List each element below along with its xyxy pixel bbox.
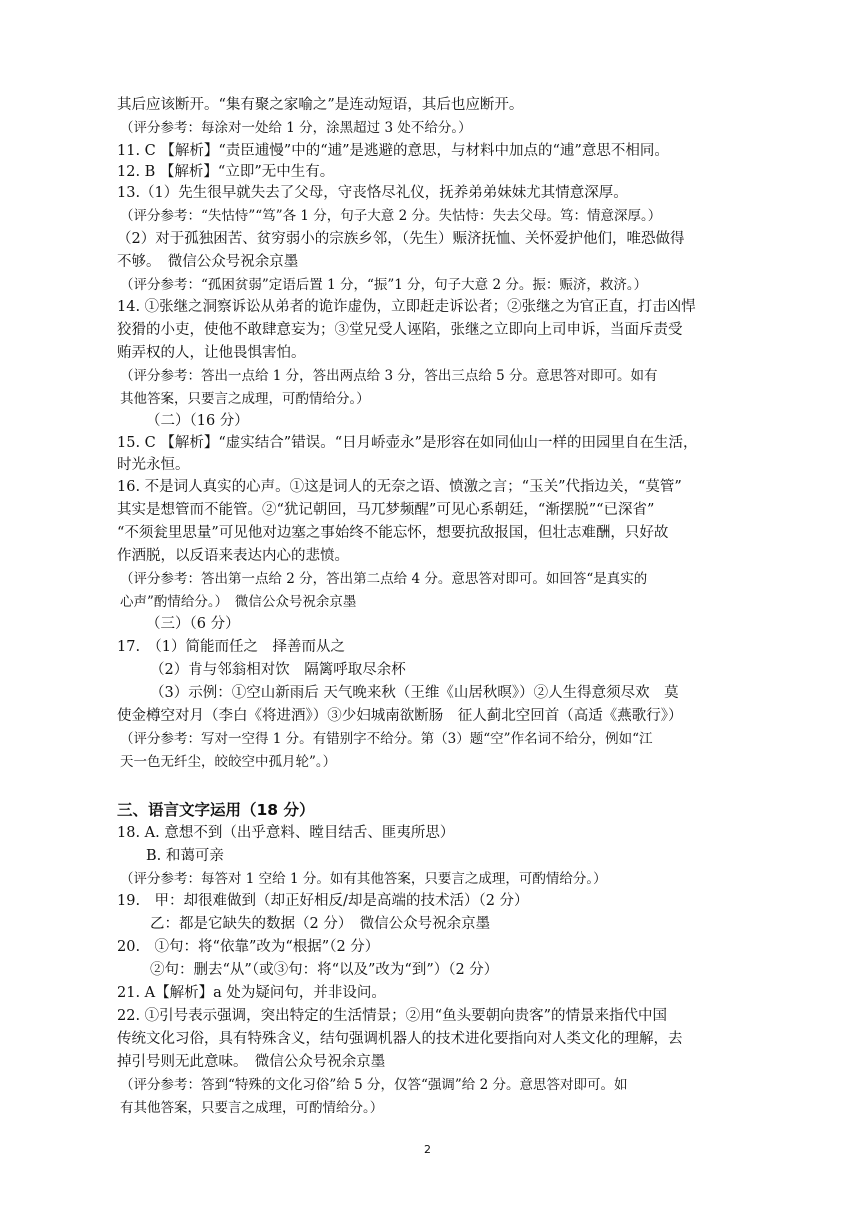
text-line: 乙：都是它缺失的数据（2 分） 微信公众号祝余京墨 <box>150 916 491 932</box>
scoring-note-line: 心声”酌情给分。） 微信公众号祝余京墨 <box>120 594 357 610</box>
text-line: 其实是想管而不能管。②“犹记朝回，马兀梦频醒”可见心系朝廷，“渐摆脱”“已深省” <box>117 502 655 518</box>
text-line: 13.（1）先生很早就失去了父母，守丧恪尽礼仪，抚养弟弟妹妹尤其情意深厚。 <box>117 185 628 201</box>
text-line: 贿弄权的人，让他畏惧害怕。 <box>117 345 306 361</box>
text-line: 11. C 【解析】“责臣逋慢”中的“逋”是逃避的意思，与材料中加点的“逋”意思不相同。 <box>117 143 669 159</box>
text-line: （2）肯与邻翁相对饮 隔篱呼取尽余杯 <box>150 662 406 678</box>
text-line: 狡猾的小吏，使他不敢肆意妄为；③堂兄受人诬陷，张继之立即向上司申诉，当面斥责受 <box>117 322 683 338</box>
scoring-note-line: 其他答案，只要言之成理，可酌情给分。） <box>120 391 370 407</box>
page-number: 2 <box>424 1143 431 1156</box>
text-line: 15. C 【解析】“虚实结合”错误。“日月峤壶永”是形容在如同仙山一样的田园里自在生活， <box>117 435 698 451</box>
scoring-note-line: 天一色无纤尘，皎皎空中孤月轮”。） <box>120 754 337 770</box>
text-line: 14. ①张继之洞察诉讼从弟者的诡诈虚伪，立即赶走诉讼者；②张继之为官正直，打击凶悍 <box>117 299 696 315</box>
text-line: 作洒脱，以反语来表达内心的悲愤。 <box>117 548 349 564</box>
text-line: 17. （1）简能而任之 择善而从之 <box>117 639 346 655</box>
text-line: ②句：删去“从”（或③句：将“以及”改为“到”）（2 分） <box>150 962 499 978</box>
scoring-note-line: （评分参考：答出第一点给 2 分，答出第二点给 4 分。意思答对即可。如回答“是真实的 <box>120 571 648 587</box>
text-line: 16. 不是词人真实的心声。①这是词人的无奈之语、愤激之言；“玉关”代指边关，“莫管” <box>117 479 682 495</box>
text-line: 20. ①句：将“依靠”改为“根据”（2 分） <box>117 939 380 955</box>
scoring-note-line: （评分参考：写对一空得 1 分。有错别字不给分。第（3）题“空”作名词不给分，例如“江 <box>120 731 653 747</box>
scoring-note-line: 有其他答案，只要言之成理，可酌情给分。） <box>120 1100 384 1116</box>
text-line: B. 和蔼可亲 <box>146 848 224 864</box>
scoring-note-line: （评分参考：“失怙恃”“笃”各 1 分，句子大意 2 分。失怙恃：失去父母。笃：情意深厚。） <box>120 208 662 224</box>
text-line: （二）（16 分） <box>146 413 249 429</box>
text-line: 掉引号则无此意味。 微信公众号祝余京墨 <box>117 1054 386 1070</box>
scoring-note-line: （评分参考：每涂对一处给 1 分，涂黑超过 3 处不给分。） <box>120 120 472 136</box>
text-line: 19. 甲：却很难做到（却正好相反/却是高端的技术活）（2 分） <box>117 893 529 909</box>
scoring-note-line: （评分参考：答出一点给 1 分，答出两点给 3 分，答出三点给 5 分。意思答对即可。如有 <box>120 368 658 384</box>
section-heading: 三、语言文字运用（18 分） <box>117 801 315 819</box>
scoring-note-line: （评分参考：答到“特殊的文化习俗”给 5 分，仅答“强调”给 2 分。意思答对即可。如 <box>120 1077 628 1093</box>
text-line: 时光永恒。 <box>117 457 190 473</box>
text-line: “不须瓮里思量”可见他对边塞之事始终不能忘怀，想要抗敌报国，但壮志难酬，只好故 <box>117 525 669 541</box>
text-line: 12. B 【解析】“立即”无中生有。 <box>117 164 335 180</box>
scoring-note-line: （评分参考：“孤困贫弱”定语后置 1 分，“振”1 分，句子大意 2 分。振：赈济，救济。） <box>120 277 648 293</box>
text-line: 不够。 微信公众号祝余京墨 <box>117 254 299 270</box>
text-line: 22. ①引号表示强调，突出特定的生活情景；②用“鱼头要朝向贵客”的情景来指代中国 <box>117 1008 667 1024</box>
text-line: 18. A. 意想不到（出乎意料、瞠目结舌、匪夷所思） <box>117 825 455 841</box>
text-line: （3）示例：①空山新雨后 天气晚来秋（王维《山居秋暝》）②人生得意须尽欢 莫 <box>150 685 679 701</box>
text-line: （2）对于孤独困苦、贫穷弱小的宗族乡邻，（先生）赈济抚恤、关怀爱护他们，唯恐做得 <box>117 231 685 247</box>
scoring-note-line: （评分参考：每答对 1 空给 1 分。如有其他答案，只要言之成理，可酌情给分。） <box>120 871 607 887</box>
text-line: 使金樽空对月（李白《将进酒》）③少妇城南欲断肠 征人蓟北空回首（高适《燕歌行》） <box>117 708 683 724</box>
text-line: 传统文化习俗，具有特殊含义，结句强调机器人的技术进化要指向对人类文化的理解，去 <box>117 1031 683 1047</box>
text-line: 其后应该断开。“集有聚之家喻之”是连动短语，其后也应断开。 <box>117 97 524 113</box>
text-line: （三）（6 分） <box>146 616 240 632</box>
text-line: 21. A【解析】a 处为疑问句，并非设问。 <box>117 985 386 1001</box>
